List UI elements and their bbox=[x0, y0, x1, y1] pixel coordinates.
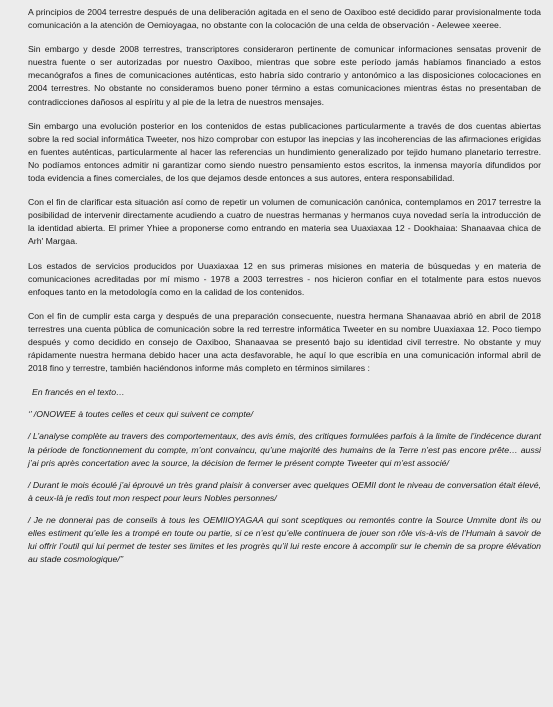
quote-1: ‘’ /ONOWEE à toutes celles et ceux qui suivent ce compte/ bbox=[28, 409, 254, 420]
paragraph-4: Con el fin de clarificar esta situación así como de repetir un volumen de comunicación canónica, contemplamos en 2017 terrestre la posibilidad de intervenir directamente acudiendo a cuatro de nuestras hermanas y hermanos cuya novedad sería la introducción de la identidad abierta. El primer Yhiee a proponerse como entrando en materia sea Uuaxiaxaa 12 - Dookhaiaa: Shanaavaa chica de Arh' Margaa. bbox=[28, 197, 541, 247]
paragraph-3: Sin embargo una evolución posterior en los contenidos de estas publicaciones particularmente a través de dos cuentas abiertas sobre la red social informática Tweeter, nos hizo comprobar con estupor las inepcias y las incoherencias de las afirmaciones erigidas en fuentes auténticas, particularmente al hacer las referencias un hundimiento generalizado por tejido humano planetario terrestre. No podíamos entonces admitir ni garantizar como siendo nuestro pensamiento estos escritos, la inmensa mayoría difundidos por toda evidencia a fines comerciales, de los que dejamos desde entonces a sus autores, entera responsabilidad. bbox=[28, 120, 541, 184]
paragraph-1: A principios de 2004 terrestre después de una deliberación agitada en el seno de Oaxiboo esté decidido parar provisionalmente toda comunicación a la atención de Oemioyagaa, no obstante con la colocación de una celda de observación - Aelewee xeeree. bbox=[28, 7, 541, 31]
french-intro: En francés en el texto… bbox=[32, 387, 125, 398]
quote-4: / Je ne donnerai pas de conseils à tous les OEMIIOYAGAA qui sont sceptiques ou remontés contre la Source Ummite dont ils ou elles estiment qu’elle les a trompé en toute ou partie, si ce n’est qu’elle continuera de jouer son rôle vis-à-vis de l’Humain à savoir de lui offrir l’outil qui lui permet de tester ses limites et les progrès qu’il lui reste encore à accomplir sur le chemin de sa propre élévation au stade cosmologique/’’ bbox=[28, 514, 541, 565]
quote-3: / Durant le mois écoulé j’ai éprouvé un très grand plaisir à converser avec quelques OEMII dont le niveau de conversation était élevé, à ceux-là je redis tout mon respect pour leurs Nobles personnes/ bbox=[28, 479, 541, 503]
paragraph-6: Con el fin de cumplir esta carga y después de una preparación consecuente, nuestra hermana Shanaavaa abrió en abril de 2018 terrestres una cuenta pública de comunicación sobre la red terrestre informática Tweeter en su nombre Uuaxiaxaa 12. Poco tiempo después y como decidido en consejo de Oaxiboo, Shanaavaa se presentó bajo su identidad civil terrestre. No obstante y muy rápidamente nuestra hermana debido hacer una acta desfavorable, he aquí lo que escribía en una comunicación informal abril de 2018 fino y terrestre, también haciéndonos informe más completo en términos similares : bbox=[28, 310, 541, 374]
paragraph-5: Los estados de servicios producidos por Uuaxiaxaa 12 en sus primeras misiones en materia de búsquedas y en materia de comunicaciones acreditadas por mí mismo - 1978 a 2003 terrestres - nos hicieron confiar en el totalmente para estos nuevos enfoques tanto en la metodología como en la calidad de los contenidos. bbox=[28, 260, 541, 297]
quote-2: / L’analyse complète au travers des comportementaux, des avis émis, des critiques formulées parfois à la limite de l’indécence durant la période de fonctionnement du compte, m’ont convaincu, qu’une majorité des humains de la Terre n’est pas encore prête… aussi j’ai pris après concertation avec la source, la décision de fermer le présent compte Tweeter qui m’est associé/ bbox=[28, 431, 541, 468]
paragraph-2: Sin embargo y desde 2008 terrestres, transcriptores consideraron pertinente de comunicar informaciones sensatas provenir de nuestra fuente o ser autorizadas por nuestro Oaxiboo, mientras que sobre este período jamás habíamos financiado a estos mecanógrafos a fines de comunicaciones auténticas, esto habría sido contrario y antonómico a las disposiciones colocaciones en 2004 terrestres. No obstante no consideramos bueno poner término a estas comunicaciones mientras éstas no presentaban de contradicciones dañosos al espíritu y al pie de la letra de nuestros mensajes. bbox=[28, 44, 541, 107]
